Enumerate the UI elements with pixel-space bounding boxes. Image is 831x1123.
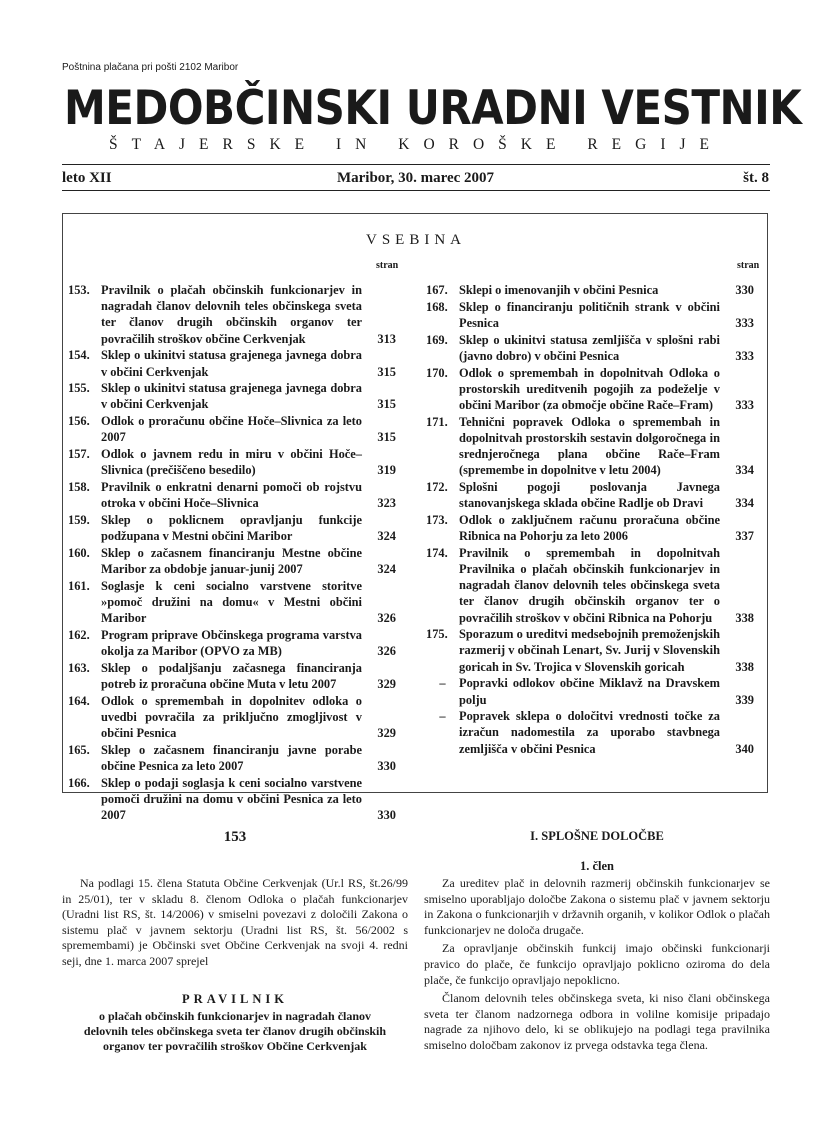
toc-entry-title: Odlok o proračunu občine Hoče–Slivnica za leto 2007: [101, 414, 362, 445]
toc-entry-number: 159.: [68, 512, 90, 527]
toc-title: VSEBINA: [365, 232, 466, 248]
article-number: 153: [223, 829, 247, 845]
toc-entry: [68, 446, 396, 478]
header-rule-bottom: [62, 190, 770, 191]
toc-entry: [68, 413, 396, 445]
preamble-paragraph: Na podlagi 15. člena Statuta Občine Cerkvenjak (Ur.l RS, št.26/99 in 25/01), ter v skladu 8. členom Odloka o plačah funkcionarjev (Uradni list RS, št. 14/2006) v smiselni povezavi z določili Zakona o sistemu plač v javnem sektorju (Uradni list RS, št. 56/2002 s spremembami) je Občinski svet Občine Cerkvenjak na svoji 4. redni seji, dne 1. marca 2007 sprejel: [62, 876, 408, 968]
toc-entry-page: 330: [377, 758, 396, 773]
toc-entry: [68, 512, 396, 544]
toc-entry-page: 334: [735, 496, 754, 511]
toc-entry-title: Soglasje k ceni socialno varstvene storitve »pomoč družini na domu« v Mestni občini Maribor: [101, 578, 362, 626]
toc-entry-title: Sklep o ukinitvi statusa grajenega javnega dobra v občini Cerkvenjak: [101, 348, 362, 379]
masthead-title: MEDOBČINSKI URADNI VESTNIK: [64, 80, 802, 136]
toc-entry-number: 173.: [426, 512, 448, 527]
header-rule-top: [62, 164, 770, 165]
toc-entry-page: 333: [735, 397, 754, 412]
issue-number: št. 8: [743, 170, 769, 186]
toc-entry-title: Sklep o financiranju političnih strank v občini Pesnica: [459, 299, 720, 330]
document-subtitle: o plačah občinskih funkcionarjev in nagradah članov delovnih teles občinskega sveta ter članov drugih občinskih organov ter povračilih stroškov Občine Cerkvenjak: [83, 1008, 387, 1053]
toc-entry-title: Sklep o poklicnem opravljanju funkcije podžupana v Mestni občini Maribor: [101, 512, 362, 544]
toc-entry: [426, 479, 754, 511]
toc-entry-title: Sporazum o ureditvi medsebojnih premoženjskih razmerij v občinah Lenart, Sv. Jurij v Slovenskih goricah in Sv. Trojica v Slovenskih goricah: [459, 627, 720, 674]
toc-entry: [426, 414, 754, 479]
toc-entry-page: 330: [735, 283, 754, 297]
toc-entry-number: 166.: [68, 775, 90, 790]
toc-entry-number: 161.: [68, 578, 90, 593]
toc-entry-title: Sklepi o imenovanjih v občini Pesnica: [459, 283, 659, 297]
toc-entry-title: Sklep o začasnem financiranju Mestne občine Maribor za obdobje januar-junij 2007: [101, 545, 362, 576]
toc-entry: [68, 479, 396, 511]
toc-entry-page: 324: [377, 529, 396, 544]
toc-entry-page: 329: [377, 725, 396, 740]
toc-entry-number: 171.: [426, 414, 448, 429]
table-of-contents: [62, 213, 768, 822]
toc-entry-number: 164.: [68, 693, 90, 708]
toc-entry-page: 315: [377, 397, 396, 412]
toc-entry-title: Sklep o podaljšanju začasnega financiranja potreb iz proračuna občine Muta v letu 2007: [101, 660, 362, 691]
toc-entry-title: Sklep o podaji soglasja k ceni socialno varstvene pomoči družini na domu v občini Pesnica za leto 2007: [101, 775, 362, 822]
toc-entry-number: –: [439, 709, 446, 724]
toc-entry-title: Sklep o ukinitvi statusa grajenega javnega dobra v občini Cerkvenjak: [101, 381, 362, 412]
toc-entry: [68, 347, 396, 379]
toc-entry-title: Popravki odlokov občine Miklavž na Dravskem polju: [459, 676, 720, 707]
toc-entry-page: 329: [377, 676, 396, 691]
toc-entry-page: 334: [735, 463, 754, 478]
toc-entry: [426, 708, 754, 757]
toc-entry: [68, 380, 396, 412]
toc-entry-number: 160.: [68, 545, 90, 560]
toc-entry-number: 175.: [426, 627, 448, 642]
toc-entry-number: 169.: [426, 332, 448, 347]
toc-entry: [426, 512, 754, 544]
toc-entry-number: 155.: [68, 381, 90, 396]
toc-page-label-right: stran: [737, 260, 760, 271]
toc-entry: [68, 627, 396, 659]
toc-entry: [68, 578, 396, 627]
toc-entry-number: 170.: [426, 365, 448, 380]
toc-entry: [426, 545, 754, 626]
paragraph-1: Za ureditev plač in delovnih razmerij občinskih funkcionarjev se smiselno uporabljajo določbe Zakona o sistemu plač v javnem sektorju in Zakona o funkcionarjih v državnih organih, v kolikor Odlok o plačah funkcionarjev ne določa drugače.: [424, 876, 770, 937]
toc-entry-title: Popravek sklepa o določitvi vrednosti točke za izračun nadomestila za uporabo stavbnega zemljišča v občini Pesnica: [459, 709, 720, 756]
toc-entry-page: 326: [377, 643, 396, 658]
document-title: PRAVILNIK: [182, 991, 288, 1006]
toc-entry-number: 172.: [426, 479, 448, 494]
toc-entry-title: Sklep o ukinitvi statusa zemljišča v splošni rabi (javno dobro) v občini Pesnica: [459, 332, 720, 363]
toc-entry-number: 156.: [68, 414, 90, 429]
toc-entry-number: 163.: [68, 660, 90, 675]
toc-entry: [426, 282, 754, 298]
toc-entry-title: Odlok o spremembah in dopolnitvah Odloka o prostorskih ureditvenih pogojih za podeželje v občini Maribor (za območje občine Rače–Fram): [459, 365, 720, 412]
toc-entry-title: Odlok o zaključnem računu proračuna občine Ribnica na Pohorju za leto 2006: [459, 512, 720, 544]
toc-entry: [68, 693, 396, 742]
toc-entry-title: Tehnični popravek Odloka o spremembah in dopolnitvah prostorskih sestavin dolgoročnega in srednjeročnega plana občine Rače–Fram (spremembe in dopolnitve v letu 2004): [459, 414, 720, 478]
toc-entry-number: 157.: [68, 447, 90, 462]
toc-entry-page: 319: [377, 463, 396, 478]
toc-entry-title: Sklep o začasnem financiranju javne porabe občine Pesnica za leto 2007: [101, 742, 362, 773]
toc-entry-page: 323: [377, 496, 396, 511]
toc-entry-title: Pravilnik o enkratni denarni pomoči ob rojstvu otroka v občini Hoče–Slivnica: [101, 479, 362, 511]
toc-entry-page: 338: [735, 610, 754, 625]
toc-entry: [68, 660, 396, 692]
toc-entry-page: 330: [377, 808, 396, 822]
article-heading: 1. člen: [579, 859, 615, 873]
toc-entry-number: 167.: [426, 283, 448, 297]
toc-entry-number: 168.: [426, 299, 448, 314]
toc-entry-number: –: [439, 676, 446, 691]
toc-entry: [426, 299, 754, 331]
toc-entry-number: 165.: [68, 742, 90, 757]
toc-entry-page: 333: [735, 315, 754, 330]
toc-entry-title: Program priprave Občinskega programa varstva okolja za Maribor (OPVO za MB): [101, 627, 362, 658]
toc-entry: [426, 675, 754, 707]
toc-entry-title: Odlok o javnem redu in miru v občini Hoče–Slivnica (prečiščeno besedilo): [101, 447, 362, 478]
toc-left-column: [68, 282, 396, 824]
toc-entry-page: 337: [735, 529, 754, 544]
toc-entry: [68, 775, 396, 824]
section-heading: I. SPLOŠNE DOLOČBE: [530, 829, 664, 843]
toc-entry-number: 154.: [68, 348, 90, 363]
toc-entry-page: 333: [735, 348, 754, 363]
masthead-subtitle: ŠTAJERSKE IN KOROŠKE REGIJE: [108, 136, 723, 153]
toc-right-column: [426, 282, 754, 757]
toc-page-label-left: stran: [376, 260, 399, 271]
toc-entry-title: Odlok o spremembah in dopolnitev odloka o uvedbi povračila za priključno zmogljivost v občini Pesnica: [101, 693, 362, 740]
right-article-column: [424, 829, 770, 1054]
toc-entry-page: 340: [735, 741, 754, 756]
toc-entry: [426, 626, 754, 675]
toc-entry-number: 162.: [68, 627, 90, 642]
toc-entry: [68, 282, 396, 347]
paragraph-3: Članom delovnih teles občinskega sveta, ki niso člani občinskega sveta ter članom nadzornega odbora in volilne komisije pripadajo nagrade za njihovo delo, ki se oblikujejo na podlagi tega pravilnika smiselno določbam zakonov iz prvega odstavka tega člena.: [424, 991, 770, 1052]
toc-entry-title: Pravilnik o plačah občinskih funkcionarjev in nagradah članov delovnih teles občinskega sveta ter članov drugih občinskih organov ter povračilih stroškov občine Cerkvenjak: [101, 283, 362, 346]
toc-entry-title: Pravilnik o spremembah in dopolnitvah Pravilnika o plačah občinskih funkcionarjev in nagradah članov delovnih teles občinskega sveta ter članov drugih občinskih organov ter o povračilih stroškov v občini Ribnica na Pohorju: [459, 545, 720, 625]
toc-entry-number: 158.: [68, 479, 90, 494]
toc-entry-page: 324: [377, 561, 396, 576]
toc-entry-number: 174.: [426, 545, 448, 560]
toc-entry: [68, 742, 396, 774]
toc-entry: [426, 332, 754, 364]
issue-date: Maribor, 30. marec 2007: [336, 170, 495, 186]
toc-entry-page: 326: [377, 611, 396, 626]
toc-entry: [426, 365, 754, 414]
left-article-column: [62, 829, 408, 1054]
toc-entry-page: 315: [377, 364, 396, 379]
toc-entry-number: 153.: [68, 283, 90, 297]
postage-note: Poštnina plačana pri pošti 2102 Maribor: [62, 62, 239, 73]
toc-entry-page: 313: [377, 331, 396, 346]
paragraph-2: Za opravljanje občinskih funkcij imajo občinski funkcionarji pravico do plače, če funkcijo opravljajo poklicno oziroma do dela plače, če funkcijo opravljajo nepoklicno.: [424, 941, 770, 987]
issue-year: leto XII: [62, 170, 112, 186]
toc-entry-title: Splošni pogoji poslovanja Javnega stanovanjskega sklada občine Radlje ob Dravi: [459, 479, 720, 511]
toc-entry-page: 315: [377, 430, 396, 445]
toc-entry: [68, 545, 396, 577]
toc-entry-page: 339: [735, 692, 754, 707]
toc-entry-page: 338: [735, 659, 754, 674]
